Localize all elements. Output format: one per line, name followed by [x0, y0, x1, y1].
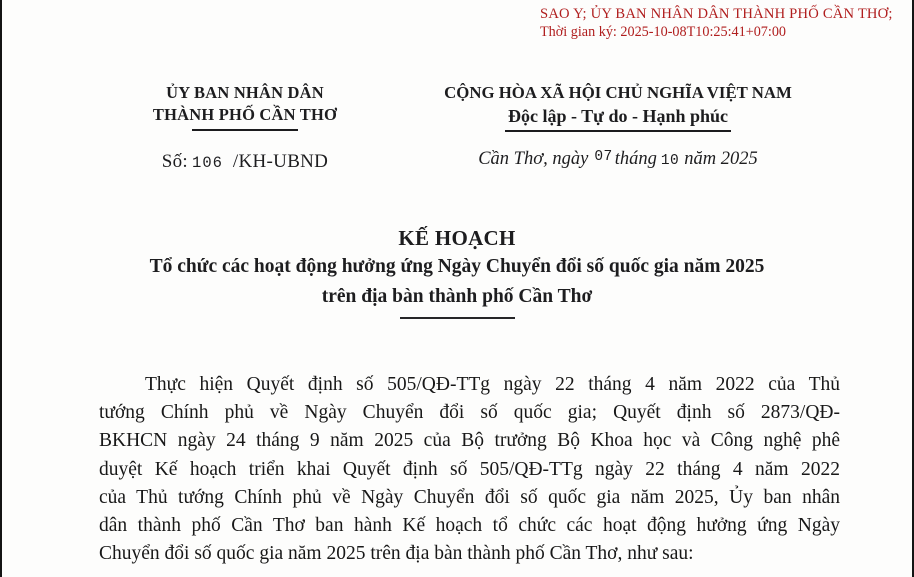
issuer-name-line-1: ỦY BAN NHÂN DÂN: [166, 83, 324, 102]
issuer-block: [95, 82, 395, 174]
document-title: KẾ HOẠCH: [398, 226, 516, 250]
body-line: dân thành phố Cần Thơ ban hành Kế hoạch tổ chức các hoạt động hưởng ứng Ngày: [99, 515, 840, 537]
national-header-block: [392, 82, 844, 170]
body-line: Thực hiện Quyết định số 505/QĐ-TTg ngày 22 tháng 4 năm 2022 của Thủ: [145, 374, 840, 395]
dateline-day: 07: [594, 149, 613, 165]
place-date-line: [392, 149, 844, 170]
issuer-underline: [192, 129, 298, 131]
issuer-name-line-2: THÀNH PHỐ CẦN THƠ: [152, 105, 338, 124]
national-motto-line-1: CỘNG HÒA XÃ HỘI CHỦ NGHĨA VIỆT NAM: [444, 83, 792, 102]
stamp-sign-time: Thời gian ký: 2025-10-08T10:25:41+07:00: [540, 24, 787, 40]
page-scan-edge-left: [0, 0, 2, 577]
title-divider: [400, 317, 515, 319]
body-line: Chuyển đổi số quốc gia năm 2025 trên địa bàn thành phố Cần Thơ, như sau:: [99, 543, 694, 565]
dateline-thang: tháng: [614, 149, 657, 169]
body-paragraph: [99, 371, 840, 568]
certification-stamp: [540, 5, 912, 41]
document-number-label: Số:: [161, 151, 189, 172]
document-number: [95, 151, 395, 174]
body-line: của Thủ tướng Chính phủ về Ngày Chuyển đổi số quốc gia năm 2025, Ủy ban nhân: [99, 486, 840, 508]
dateline-place: Cần Thơ, ngày: [478, 149, 589, 169]
document-subtitle-line-1: Tổ chức các hoạt động hưởng ứng Ngày Chuyển đổi số quốc gia năm 2025: [149, 256, 765, 277]
dateline-month: 10: [660, 153, 680, 169]
document-number-value: 106: [192, 154, 223, 172]
body-line: duyệt Kế hoạch triển khai Quyết định số 505/QĐ-TTg ngày 22 tháng 4 năm 2022: [99, 458, 840, 480]
dateline-year: năm 2025: [684, 149, 758, 169]
national-motto-line-2: Độc lập - Tự do - Hạnh phúc: [505, 104, 731, 132]
document-number-suffix: /KH-UBND: [232, 151, 329, 172]
body-line: tướng Chính phủ về Ngày Chuyển đổi số quốc gia; Quyết định số 2873/QĐ-: [99, 402, 840, 424]
title-block: [87, 224, 827, 319]
document-subtitle-line-2: trên địa bàn thành phố Cần Thơ: [321, 286, 593, 307]
stamp-copy-line: SAO Y; ỦY BAN NHÂN DÂN THÀNH PHỐ CẦN THƠ;: [540, 6, 893, 22]
body-line: BKHCN ngày 24 tháng 9 năm 2025 của Bộ trưởng Bộ Khoa học và Công nghệ phê: [99, 430, 840, 452]
